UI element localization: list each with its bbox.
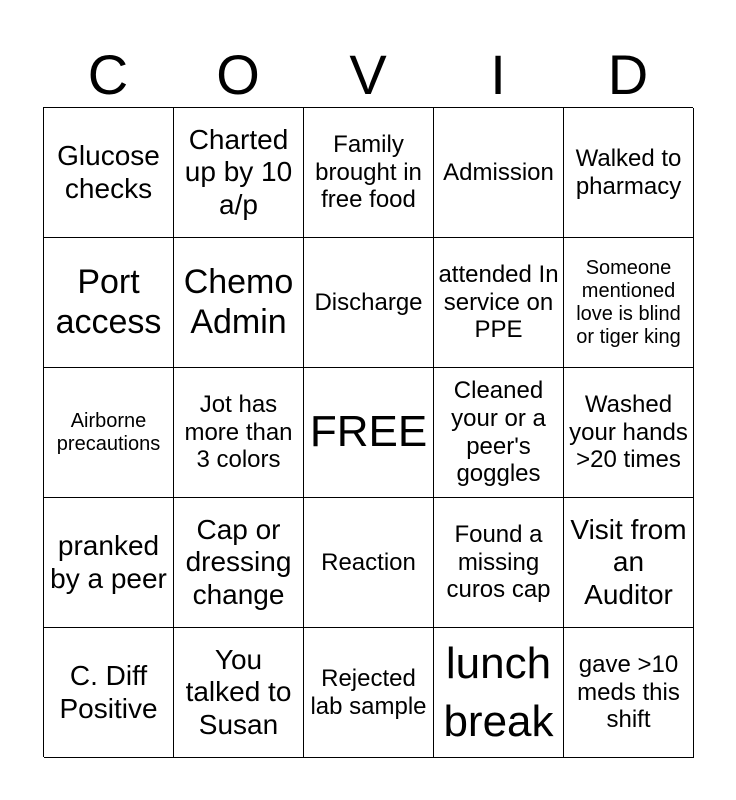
- header-letter-v: V: [349, 43, 387, 106]
- bingo-cell[interactable]: [174, 238, 304, 368]
- bingo-cell[interactable]: [174, 108, 304, 238]
- bingo-cell[interactable]: [564, 368, 694, 498]
- header-letter-c: C: [87, 43, 129, 106]
- cell-label: Chemo Admin: [183, 263, 294, 341]
- cell-label: Visit from an Auditor: [570, 514, 687, 610]
- bingo-cell[interactable]: [44, 238, 174, 368]
- cell-label: Rejected lab sample: [310, 664, 427, 720]
- bingo-cell[interactable]: [44, 628, 174, 758]
- cell-label: pranked by a peer: [50, 530, 167, 594]
- cell-label: Walked to pharmacy: [575, 144, 682, 200]
- cell-label: Someone mentioned love is blind or tiger king: [576, 256, 681, 348]
- cell-label: You talked to Susan: [185, 644, 292, 740]
- cell-label: Cleaned your or a peer's goggles: [451, 377, 546, 488]
- cell-label: Reaction: [321, 548, 416, 576]
- cell-label: Admission: [443, 158, 554, 186]
- bingo-cell[interactable]: [564, 628, 694, 758]
- bingo-cell[interactable]: [174, 628, 304, 758]
- cell-label: attended In service on PPE: [438, 261, 559, 344]
- bingo-cell[interactable]: [304, 498, 434, 628]
- bingo-cell[interactable]: [174, 368, 304, 498]
- bingo-cell[interactable]: [44, 498, 174, 628]
- cell-label: Family brought in free food: [315, 131, 422, 214]
- bingo-cell[interactable]: [434, 108, 564, 238]
- bingo-cell[interactable]: [564, 238, 694, 368]
- bingo-cell[interactable]: [44, 108, 174, 238]
- cell-label: Jot has more than 3 colors: [184, 391, 293, 474]
- bingo-cell[interactable]: [304, 628, 434, 758]
- cell-label: Washed your hands >20 times: [569, 391, 688, 474]
- cell-label: lunch break: [443, 639, 554, 746]
- cell-label: Cap or dressing change: [185, 514, 292, 610]
- bingo-cell[interactable]: [174, 498, 304, 628]
- cell-label: Discharge: [314, 288, 423, 316]
- cell-label: Found a missing curos cap: [446, 521, 551, 604]
- bingo-cell[interactable]: [44, 368, 174, 498]
- cell-label: Charted up by 10 a/p: [184, 124, 293, 220]
- header-letter-d: D: [607, 43, 649, 106]
- bingo-cell[interactable]: [434, 628, 564, 758]
- bingo-board: [43, 107, 693, 757]
- bingo-cell[interactable]: [434, 498, 564, 628]
- cell-label: Port access: [55, 263, 162, 341]
- bingo-cell[interactable]: [304, 108, 434, 238]
- cell-label: Airborne precautions: [56, 409, 161, 455]
- cell-label: FREE: [309, 407, 428, 457]
- cell-label: Glucose checks: [57, 140, 160, 204]
- bingo-cell[interactable]: [304, 238, 434, 368]
- bingo-header: [43, 42, 693, 108]
- bingo-cell[interactable]: [434, 238, 564, 368]
- cell-label: gave >10 meds this shift: [577, 651, 680, 734]
- bingo-cell[interactable]: [564, 498, 694, 628]
- bingo-cell[interactable]: [434, 368, 564, 498]
- header-letter-o: O: [216, 43, 260, 106]
- bingo-cell[interactable]: [564, 108, 694, 238]
- header-letter-i: I: [490, 43, 506, 106]
- cell-label: C. Diff Positive: [59, 660, 158, 724]
- free-space-cell[interactable]: [304, 368, 434, 498]
